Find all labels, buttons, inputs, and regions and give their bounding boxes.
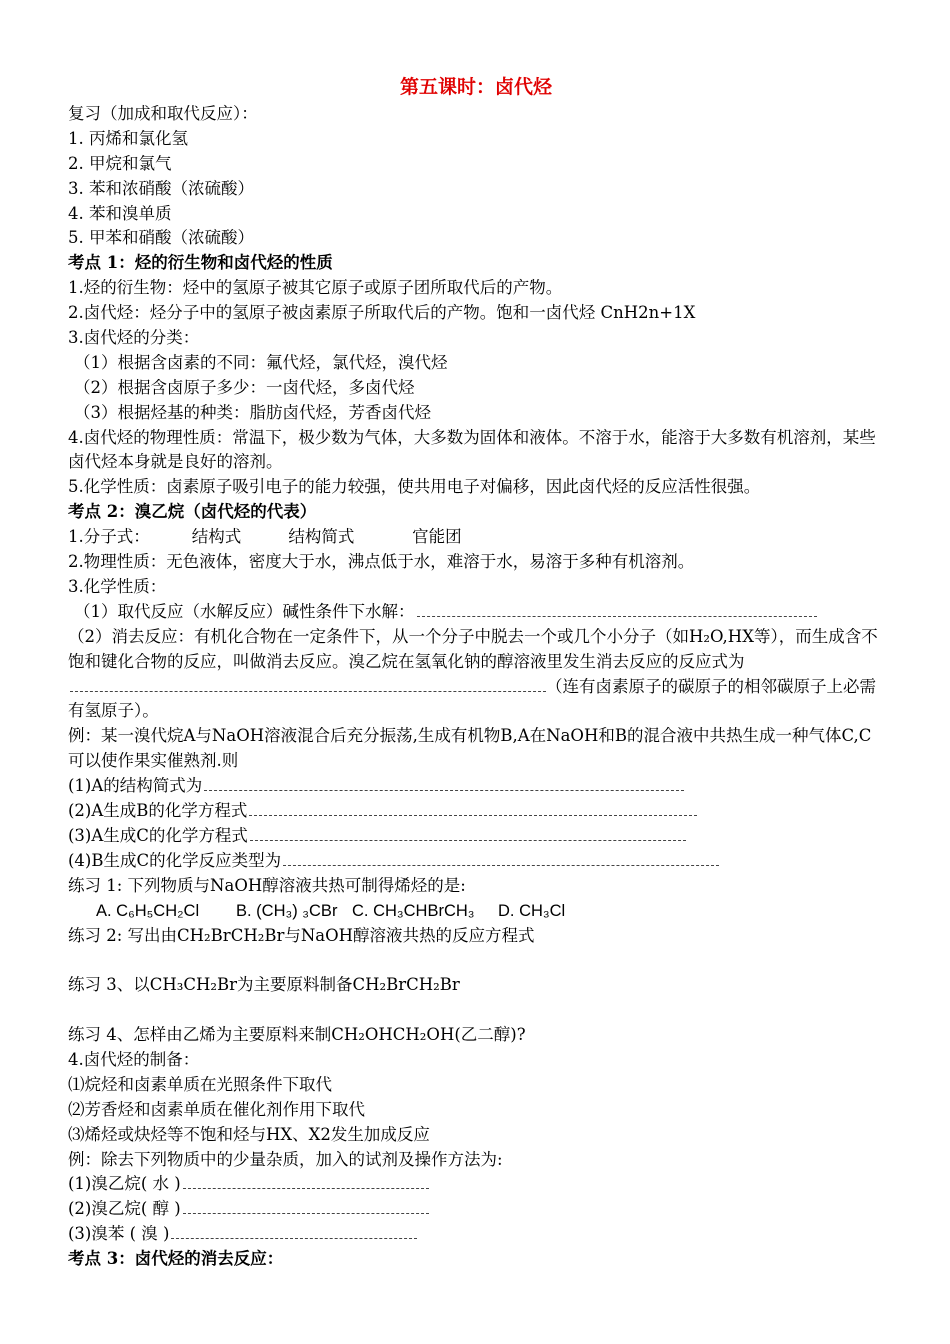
example-question — [68, 774, 884, 799]
option-a[interactable]: A. C₆H₅CH₂Cl — [96, 901, 200, 920]
answer-blank[interactable] — [417, 600, 817, 617]
point1-line: 4.卤代烃的物理性质：常温下，极少数为气体，大多数为固体和液体。不溶于水，能溶于大多数有机溶剂，某些卤代烃本身就是良好的溶剂。 — [68, 427, 876, 472]
review-heading: 复习（加成和取代反应）： — [68, 104, 258, 123]
preparation-item: ⑵芳香烃和卤素单质在催化剂作用下取代 — [68, 1099, 365, 1119]
removal-example: 例：除去下列物质中的少量杂质，加入的试剂及操作方法为: — [68, 1149, 503, 1169]
section-heading-point1: 考点 1：烃的衍生物和卤代烃的性质 — [68, 253, 333, 273]
worksheet-page — [68, 72, 884, 1272]
answer-blank[interactable] — [171, 1222, 417, 1239]
review-item: 3. 苯和浓硝酸（浓硫酸） — [68, 178, 254, 198]
answer-blank[interactable] — [204, 774, 684, 791]
answer-blank[interactable] — [283, 849, 719, 866]
removal-question — [68, 1222, 884, 1247]
chem-heading: 3.化学性质： — [68, 576, 167, 596]
example-question — [68, 849, 884, 874]
removal-question-label: (3)溴苯 ( 溴 ) — [68, 1224, 170, 1244]
example-question-label: (1)A的结构简式为 — [68, 776, 203, 796]
exercise-3: 练习 3、以CH₃CH₂Br为主要原料制备CH₂BrCH₂Br — [68, 975, 460, 995]
substitution-line — [68, 600, 884, 625]
substitution-text: （1）取代反应（水解反应）碱性条件下水解： — [74, 601, 415, 621]
review-item: 1. 丙烯和氯化氢 — [68, 128, 188, 148]
point1-line: 1.烃的衍生物：烃中的氢原子被其它原子或原子团所取代后的产物。 — [68, 278, 563, 298]
point1-line: 5.化学性质：卤素原子吸引电子的能力较强，使共用电子对偏移，因此卤代烃的反应活性很强。 — [68, 477, 761, 497]
point1-line: 3.卤代烃的分类： — [68, 328, 200, 348]
point1-line: 2.卤代烃：烃分子中的氢原子被卤素原子所取代后的产物。饱和一卤代烃 CnH2n+1X — [68, 303, 696, 323]
answer-blank[interactable] — [183, 1197, 429, 1214]
option-c[interactable]: C. CH₃CHBrCH₃ — [352, 901, 475, 920]
example-question — [68, 799, 884, 824]
elimination-text: （2）消去反应：有机化合物在一定条件下，从一个分子中脱去一个或几个小分子（如H₂O,HX等），而生成含不饱和键化合物的反应，叫做消去反应。溴乙烷在氢氧化钠的醇溶液里发生消去反应的反应式为 — [68, 626, 878, 671]
example-question-label: (4)B生成C的化学反应类型为 — [68, 850, 282, 870]
answer-blank[interactable] — [183, 1172, 429, 1189]
physical-properties: 2.物理性质：无色液体，密度大于水，沸点低于水，难溶于水，易溶于多种有机溶剂。 — [68, 552, 695, 572]
section-heading-point3: 考点 3：卤代烃的消去反应： — [68, 1249, 284, 1269]
answer-blank[interactable] — [249, 799, 697, 816]
option-b[interactable]: B. (CH₃) ₃CBr — [236, 901, 338, 920]
review-item: 2. 甲烷和氯气 — [68, 153, 172, 173]
point1-line: （2）根据含卤原子多少：一卤代烃，多卤代烃 — [74, 377, 415, 397]
answer-space — [68, 948, 884, 973]
exercise-1-options — [68, 899, 884, 924]
review-item: 4. 苯和溴单质 — [68, 203, 172, 223]
review-item: 5. 甲苯和硝酸（浓硫酸） — [68, 228, 254, 248]
elimination-note: （连有卤素原子的碳原子的相邻碳原子上必需有氢原子）。 — [68, 676, 876, 721]
example-question-label: (2)A生成B的化学方程式 — [68, 801, 248, 821]
option-d[interactable]: D. CH₃Cl — [498, 901, 566, 920]
removal-question-label: (1)溴乙烷( 水 ) — [68, 1174, 181, 1194]
point1-line: （1）根据含卤素的不同：氟代烃，氯代烃，溴代烃 — [74, 352, 448, 372]
exercise-1: 练习 1: 下列物质与NaOH醇溶液共热可制得烯烃的是: — [68, 875, 466, 895]
preparation-item: ⑴烷烃和卤素单质在光照条件下取代 — [68, 1074, 332, 1094]
exercise-4: 练习 4、怎样由乙烯为主要原料来制CH₂OHCH₂OH(乙二醇)? — [68, 1025, 526, 1045]
answer-space — [68, 998, 884, 1023]
section-heading-point2: 考点 2：溴乙烷（卤代烃的代表） — [68, 502, 317, 522]
example-question — [68, 824, 884, 849]
answer-blank[interactable] — [250, 824, 686, 841]
formula-line: 1.分子式： 结构式 结构简式 官能团 — [68, 527, 462, 547]
preparation-item: ⑶烯烃或炔烃等不饱和烃与HX、X2发生加成反应 — [68, 1124, 430, 1144]
exercise-2: 练习 2: 写出由CH₂BrCH₂Br与NaOH醇溶液共热的反应方程式 — [68, 925, 535, 945]
removal-question — [68, 1197, 884, 1222]
example-text: 例：某一溴代烷A与NaOH溶液混合后充分振荡,生成有机物B,A在NaOH和B的混合液中共热生成一种气体C,C可以使作果实催熟剂.则 — [68, 726, 872, 771]
removal-question — [68, 1172, 884, 1197]
preparation-heading: 4.卤代烃的制备： — [68, 1049, 200, 1069]
elimination-paragraph — [68, 625, 884, 725]
example-question-label: (3)A生成C的化学方程式 — [68, 825, 248, 845]
removal-question-label: (2)溴乙烷( 醇 ) — [68, 1199, 181, 1219]
answer-blank[interactable] — [70, 675, 546, 692]
page-title: 第五课时：卤代烃 — [399, 76, 552, 98]
point1-line: （3）根据烃基的种类：脂肪卤代烃，芳香卤代烃 — [74, 402, 431, 422]
